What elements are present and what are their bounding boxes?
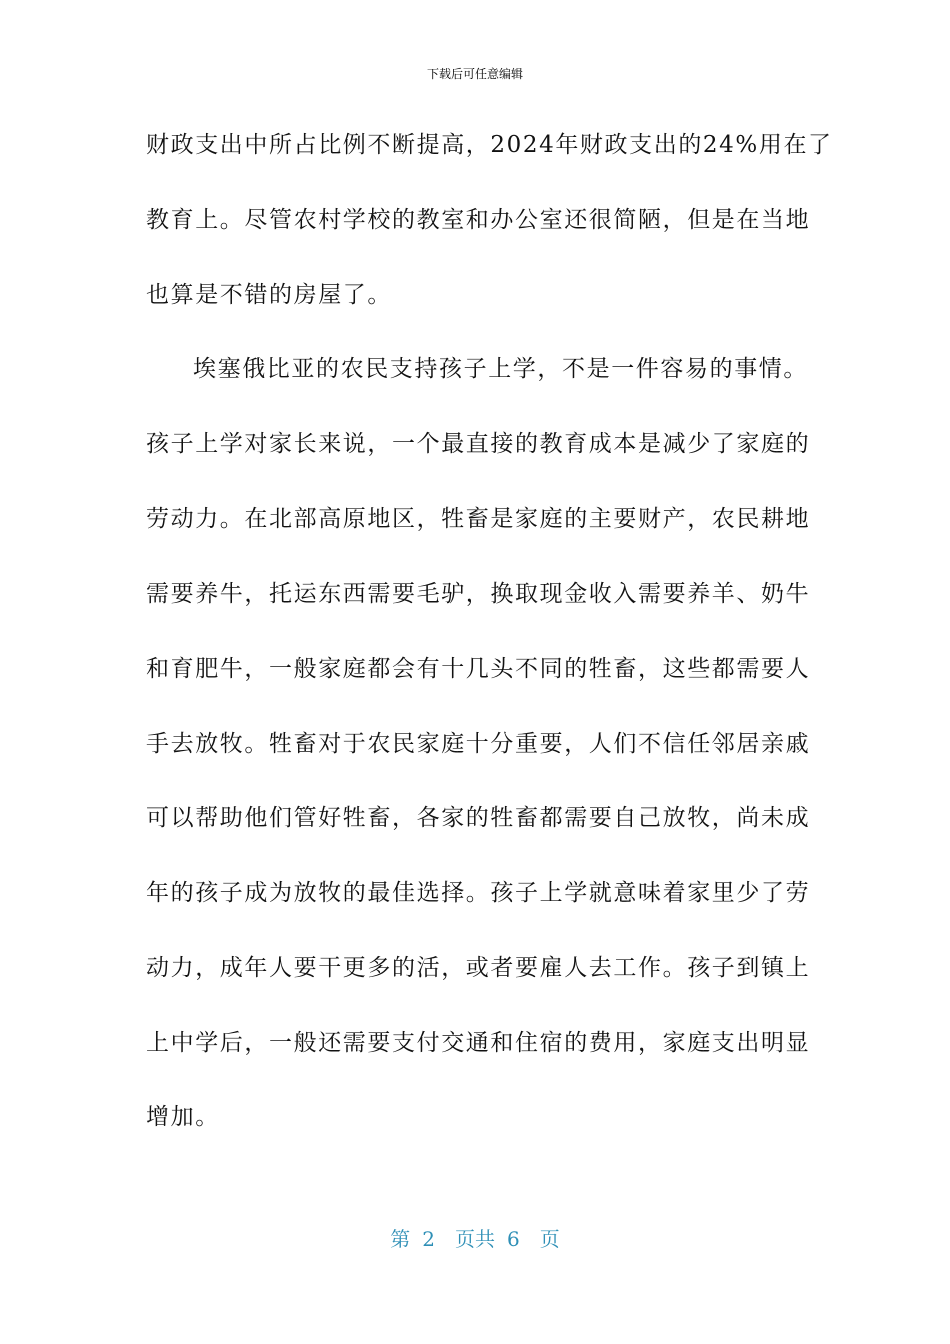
paragraph-line: 劳动力。在北部高原地区，牲畜是家庭的主要财产，农民耕地 <box>146 506 811 532</box>
paragraph-line: 手去放牧。牲畜对于农民家庭十分重要，人们不信任邻居亲戚 <box>146 731 811 757</box>
paragraph-line: 动力，成年人要干更多的活，或者要雇人去工作。孩子到镇上 <box>146 955 811 981</box>
paragraph-line: 可以帮助他们管好牲畜，各家的牲畜都需要自己放牧，尚未成 <box>146 805 811 831</box>
footer-current-page: 2 <box>422 1227 435 1251</box>
paragraph-line: 增加。 <box>146 1104 220 1130</box>
paragraph-line: 年的孩子成为放牧的最佳选择。孩子上学就意味着家里少了劳 <box>146 880 811 906</box>
footer-middle: 页共 <box>455 1227 495 1251</box>
paragraph-line: 需要养牛，托运东西需要毛驴，换取现金收入需要养羊、奶牛 <box>146 581 811 607</box>
paragraph-line: 孩子上学对家长来说，一个最直接的教育成本是减少了家庭的 <box>146 431 811 457</box>
paragraph-first-line: 埃塞俄比亚的农民支持孩子上学，不是一件容易的事情。 <box>193 356 808 382</box>
paragraph-line: 和育肥牛，一般家庭都会有十几头不同的牲畜，这些都需要人 <box>146 656 811 682</box>
paragraph-line: 上中学后，一般还需要支付交通和住宿的费用，家庭支出明显 <box>146 1030 811 1056</box>
paragraph-line: 财政支出中所占比例不断提高，2024年财政支出的24%用在了 <box>146 132 833 158</box>
paragraph-line: 也算是不错的房屋了。 <box>146 282 392 308</box>
footer-prefix: 第 <box>390 1227 411 1251</box>
footer-total-pages: 6 <box>507 1227 520 1251</box>
page-header: 下载后可任意编辑 <box>426 67 523 81</box>
paragraph-line: 教育上。尽管农村学校的教室和办公室还很简陋，但是在当地 <box>146 207 811 233</box>
footer-suffix: 页 <box>539 1227 560 1251</box>
page-footer <box>0 1226 950 1252</box>
